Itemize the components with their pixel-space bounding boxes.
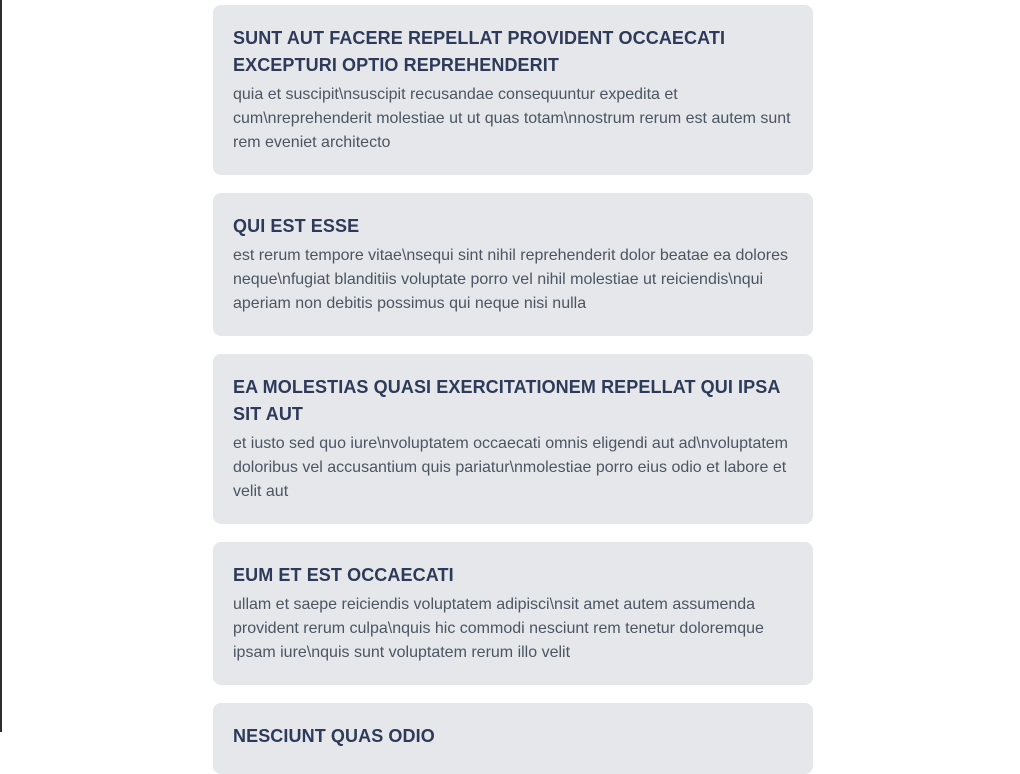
post-title: NESCIUNT QUAS ODIO [233, 726, 435, 746]
post-card [213, 193, 813, 336]
post-title: QUI EST ESSE [233, 216, 360, 236]
post-body: ullam et saepe reiciendis voluptatem adipisci\nsit amet autem assumenda provident rerum culpa\nquis hic commodi nesciunt rem tenetur doloremque ipsam iure\nquis sunt voluptatem rerum illo velit [233, 596, 764, 661]
post-body: et iusto sed quo iure\nvoluptatem occaecati omnis eligendi aut ad\nvoluptatem doloribus vel accusantium quis pariatur\nmolestiae porro eius odio et labore et velit aut [233, 435, 789, 500]
post-body: est rerum tempore vitae\nsequi sint nihil reprehenderit dolor beatae ea dolores neque\nfugiat blanditiis voluptate porro vel nihil molestiae ut reiciendis\nqui aperiam non debitis possimus qui neque nisi nulla [233, 247, 788, 312]
post-card [213, 5, 813, 175]
post-list [213, 5, 813, 774]
post-card-clipped [213, 703, 813, 774]
post-body: quia et suscipit\nsuscipit recusandae consequuntur expedita et cum\nreprehenderit molestiae ut ut quas totam\nnostrum rerum est autem sunt rem eveniet architecto [233, 86, 791, 151]
post-card [213, 354, 813, 524]
post-title: EA MOLESTIAS QUASI EXERCITATIONEM REPELLAT QUI IPSA SIT AUT [233, 377, 780, 424]
window-left-edge [0, 0, 2, 732]
post-title: EUM ET EST OCCAECATI [233, 565, 454, 585]
post-title: SUNT AUT FACERE REPELLAT PROVIDENT OCCAECATI EXCEPTURI OPTIO REPREHENDERIT [233, 28, 726, 75]
post-card [213, 542, 813, 685]
